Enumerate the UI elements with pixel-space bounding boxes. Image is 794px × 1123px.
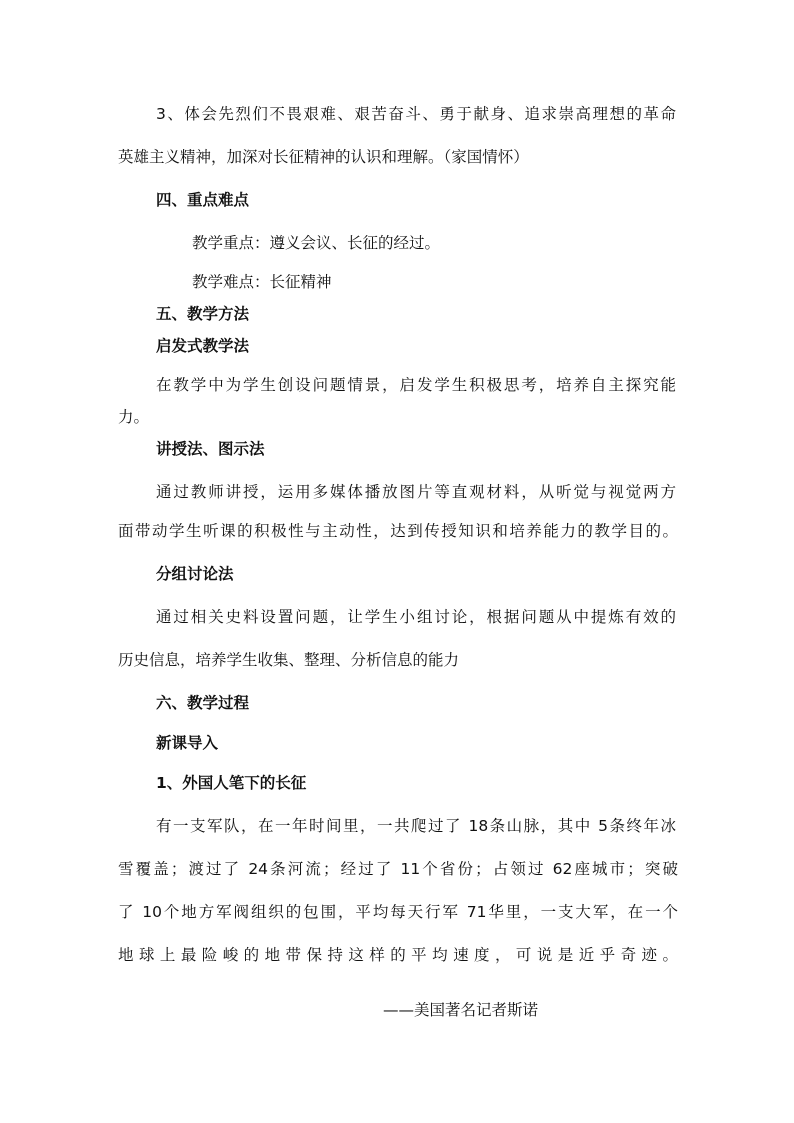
method-1-heading: 启发式教学法 [156, 337, 250, 355]
method-3-line-2: 历史信息，培养学生收集、整理、分析信息的能力 [118, 651, 460, 669]
quote-line-3: 了 10个地方军阀组织的包围，平均每天行军 71华里，一支大军，在一个 [118, 903, 678, 921]
quote-line-1: 有一支军队，在一年时间里，一共爬过了 18条山脉，其中 5条终年冰 [156, 817, 676, 835]
subsection-1-heading: 1、外国人笔下的长征 [156, 774, 307, 792]
goal-3-line-1: 3、体会先烈们不畏艰难、艰苦奋斗、勇于献身、追求崇高理想的革命 [156, 105, 676, 123]
method-2-heading: 讲授法、图示法 [156, 440, 265, 458]
method-2-line-2: 面带动学生听课的积极性与主动性，达到传授知识和培养能力的教学目的。 [118, 522, 678, 540]
section-5-heading: 五、教学方法 [156, 305, 250, 323]
intro-heading: 新课导入 [156, 734, 219, 752]
quote-line-4: 地球上最险峻的地带保持这样的平均速度，可说是近乎奇迹。 [118, 946, 678, 964]
method-1-line-1: 在教学中为学生创设问题情景，启发学生积极思考，培养自主探究能 [156, 376, 676, 394]
section-6-heading: 六、教学过程 [156, 694, 250, 712]
section-4-heading: 四、重点难点 [156, 191, 250, 209]
method-3-heading: 分组讨论法 [156, 565, 234, 583]
goal-3-line-2: 英雄主义精神，加深对长征精神的认识和理解。（家国情怀） [118, 148, 529, 166]
key-point: 教学重点：遵义会议、长征的经过。 [192, 234, 441, 252]
method-2-line-1: 通过教师讲授，运用多媒体播放图片等直观材料，从听觉与视觉两方 [156, 483, 676, 501]
method-3-line-1: 通过相关史料设置问题，让学生小组讨论，根据问题从中提炼有效的 [156, 608, 676, 626]
quote-line-2: 雪覆盖；渡过了 24条河流；经过了 11个省份；占领过 62座城市；突破 [118, 860, 678, 878]
quote-source: ——美国著名记者斯诺 [383, 1001, 539, 1019]
difficult-point: 教学难点：长征精神 [192, 273, 332, 291]
method-1-line-2: 力。 [118, 408, 150, 426]
